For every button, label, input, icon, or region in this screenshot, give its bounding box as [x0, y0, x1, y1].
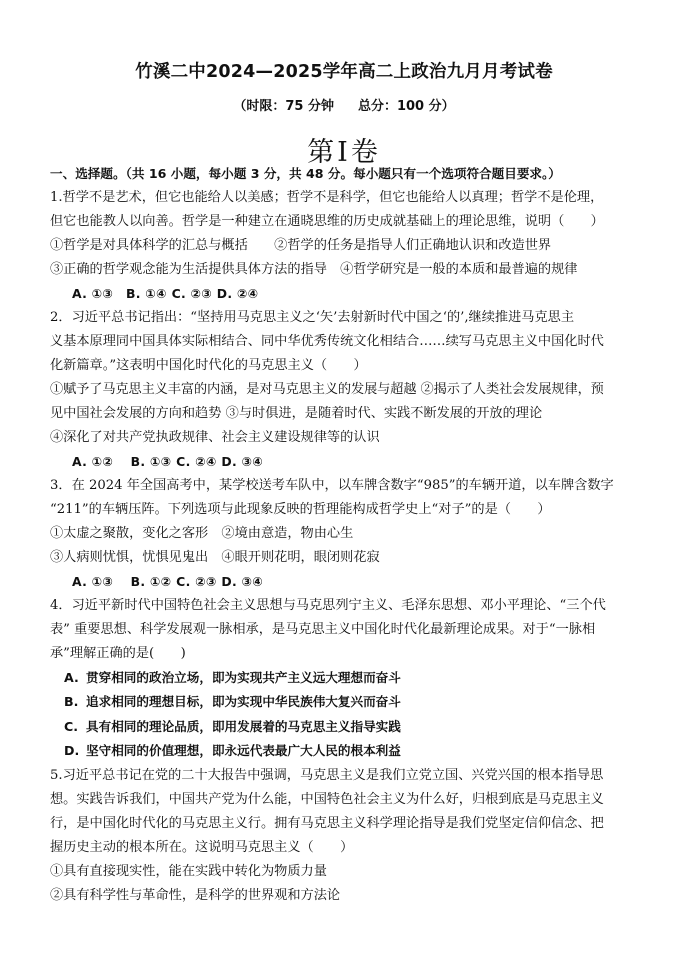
question-item-line: ①具有直接现实性，能在实践中转化为物质力量 — [50, 863, 327, 879]
question-item-line: ①哲学是对具体科学的汇总与概括 ②哲学的任务是指导人们正确地认识和改造世界 — [50, 238, 552, 253]
question-stem-line: “211”的车辆压阵。下列选项与此现象反映的哲理能构成哲学史上“对子”的是（ ） — [50, 502, 551, 517]
question-2 — [50, 306, 646, 474]
choice-text: 坚守相同的价值理想，即永远代表最广大人民的根本利益 — [86, 743, 401, 759]
question-item-line: ①赋予了马克思主义丰富的内涵，是对马克思主义的发展与超越 ②揭示了人类社会发展规律，预 — [50, 382, 604, 397]
question-stem-line: 承”理解正确的是( ) — [50, 646, 186, 661]
question-stem-line: 想。实践告诉我们，中国共产党为什么能，中国特色社会主义为什么好，归根到底是马克思主义 — [50, 791, 604, 807]
exam-content — [50, 162, 646, 908]
question-stem-line: 表” 重要思想、科学发展观一脉相承，是马克思主义中国化时代化最新理论成果。对于“一脉相 — [50, 622, 596, 637]
question-item-line: ③人病则忧惧，忧惧见鬼出 ④眼开则花明，眼闭则花寂 — [50, 550, 380, 565]
choice-label: A. — [64, 670, 79, 685]
choice-label: C. — [64, 718, 79, 734]
question-stem-line: 2．习近平总书记指出：“坚持用马克思主义之‘矢’去射新时代中国之‘的’,继续推进马克思主 — [50, 310, 575, 325]
choice-d — [50, 739, 646, 763]
choice-c — [50, 715, 646, 739]
choice-label: B. — [64, 694, 79, 710]
question-item-line: ①太虚之聚散，变化之客形 ②境由意造，物由心生 — [50, 526, 354, 541]
question-stem-line: 4．习近平新时代中国特色社会主义思想与马克思列宁主义、毛泽东思想、邓小平理论、“三个代 — [50, 598, 606, 613]
question-stem-line: 化新篇章。”这表明中国化时代化的马克思主义（ ） — [50, 358, 367, 373]
answer-options: A. ①③ B. ①② C. ②③ D. ③④ — [72, 574, 264, 589]
question-item-line: ④深化了对共产党执政规律、社会主义建设规律等的认识 — [50, 430, 380, 445]
choice-text: 贯穿相同的政治立场，即为实现共产主义远大理想而奋斗 — [86, 670, 401, 685]
question-stem-line: 但它也能教人以向善。哲学是一种建立在通晓思维的历史成就基础上的理论思维，说明（ ） — [50, 214, 604, 229]
question-item-line: ③正确的哲学观念能为生活提供具体方法的指导 ④哲学研究是一般的本质和最普遍的规律 — [50, 262, 578, 277]
question-stem-line: 5.习近平总书记在党的二十大报告中强调，马克思主义是我们立党立国、兴党兴国的根本指导思 — [50, 767, 604, 783]
question-4 — [50, 594, 646, 764]
choice-a — [50, 666, 646, 690]
choice-text: 具有相同的理论品质，即用发展着的马克思主义指导实践 — [86, 718, 401, 734]
volume-heading: 第I卷 — [307, 137, 381, 168]
choice-text: 追求相同的理想目标，即为实现中华民族伟大复兴而奋斗 — [86, 694, 401, 710]
exam-subtitle — [0, 95, 688, 114]
question-stem-line: 3．在 2024 年全国高考中，某学校送考车队中，以车牌含数字“985”的车辆开道，以车牌含数字 — [50, 478, 614, 493]
question-1 — [50, 186, 646, 306]
question-item-line: 见中国社会发展的方向和趋势 ③与时俱进，是随着时代、实践不断发展的开放的理论 — [50, 406, 543, 421]
question-stem-line: 行，是中国化时代化的马克思主义行。拥有马克思主义科学理论指导是我们党坚定信仰信念、把 — [50, 815, 604, 831]
question-stem-line: 1.哲学不是艺术，但它也能给人以美感；哲学不是科学，但它也能给人以真理；哲学不是伦理， — [50, 190, 604, 205]
time-limit: （时限：75 分钟 — [233, 99, 334, 114]
question-stem-line: 握历史主动的根本所在。这说明马克思主义（ ） — [50, 839, 354, 855]
total-score: 总分：100 分） — [357, 99, 455, 114]
question-3 — [50, 474, 646, 594]
question-item-line: ②具有科学性与革命性，是科学的世界观和方法论 — [50, 887, 341, 903]
answer-options: A. ①② B. ①③ C. ②④ D. ③④ — [72, 454, 264, 469]
answer-options: A. ①③ B. ①④ C. ②③ D. ②④ — [72, 286, 259, 301]
choice-label: D. — [64, 743, 80, 759]
question-stem-line: 义基本原理同中国具体实际相结合、同中华优秀传统文化相结合……续写马克思主义中国化时代 — [50, 334, 604, 349]
choice-b — [50, 690, 646, 714]
exam-title: 竹溪二中2024—2025学年高二上政治九月月考试卷 — [135, 62, 553, 82]
section-heading: 一、选择题。（共 16 小题，每小题 3 分，共 48 分。每小题只有一个选项符合题目要求。） — [50, 166, 561, 181]
question-5 — [50, 764, 646, 908]
